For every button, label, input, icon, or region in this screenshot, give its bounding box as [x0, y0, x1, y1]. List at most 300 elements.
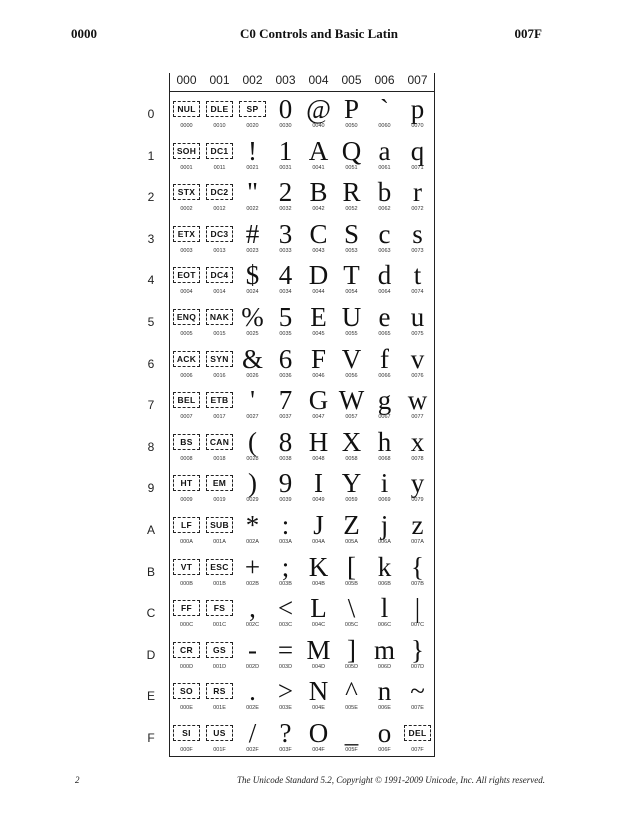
row-header: C — [146, 606, 156, 621]
code-point: 0075 — [411, 331, 424, 337]
control-abbreviation: DC2 — [206, 184, 233, 200]
chart-cell — [368, 301, 401, 343]
row-header: 2 — [147, 190, 155, 205]
chart-cell — [236, 675, 269, 717]
control-abbreviation: ACK — [173, 351, 200, 367]
column-header: 001 — [209, 73, 230, 87]
character-glyph: 3 — [278, 218, 293, 249]
code-point: 004F — [312, 747, 325, 753]
code-point: 0019 — [213, 497, 226, 504]
character-glyph: j — [380, 510, 389, 540]
code-point: 0063 — [378, 247, 391, 254]
code-chart-grid — [169, 73, 435, 757]
chart-cell — [302, 384, 335, 426]
chart-cell — [269, 675, 302, 717]
character-glyph: } — [411, 634, 424, 665]
control-abbreviation: SUB — [206, 517, 233, 533]
chart-cell — [236, 426, 269, 468]
chart-cell — [170, 426, 203, 468]
character-glyph: . — [249, 676, 256, 707]
character-glyph: H — [308, 426, 329, 457]
chart-cell — [401, 135, 434, 177]
code-point: 0005 — [180, 331, 193, 337]
character-glyph: X — [341, 426, 362, 457]
code-point: 0012 — [213, 206, 226, 213]
character-glyph: I — [314, 468, 323, 499]
chart-cell — [401, 93, 434, 135]
character-glyph: E — [310, 302, 327, 332]
character-glyph: ; — [281, 551, 290, 582]
code-point: 0031 — [279, 164, 292, 171]
row-header: F — [147, 731, 155, 745]
chart-cell — [203, 384, 236, 426]
chart-cell — [335, 218, 368, 260]
character-glyph: P — [343, 94, 360, 124]
control-abbreviation: SI — [173, 725, 200, 741]
chart-cell — [335, 634, 368, 676]
code-point: 0070 — [411, 123, 424, 129]
chart-cell — [302, 551, 335, 593]
character-glyph: : — [281, 510, 290, 540]
control-abbreviation: US — [206, 725, 233, 741]
chart-cell — [302, 426, 335, 468]
code-point: 0014 — [213, 289, 226, 296]
code-point: 000F — [180, 747, 193, 753]
chart-cell — [302, 176, 335, 218]
control-abbreviation: DC3 — [206, 226, 233, 242]
character-glyph: ` — [380, 94, 389, 124]
control-abbreviation: DC4 — [206, 267, 233, 283]
row-header: E — [146, 689, 155, 704]
chart-cell — [203, 592, 236, 634]
character-glyph: & — [241, 343, 263, 374]
code-point: 004B — [312, 580, 325, 587]
code-point: 0033 — [279, 247, 292, 254]
code-point: 0050 — [345, 123, 358, 129]
chart-cell — [170, 259, 203, 301]
chart-cell — [368, 176, 401, 218]
code-point: 006B — [378, 580, 391, 587]
chart-cell — [335, 301, 368, 343]
chart-cell — [302, 467, 335, 509]
row-header: 7 — [147, 398, 155, 413]
code-point: 007E — [411, 705, 424, 712]
chart-cell — [401, 384, 434, 426]
code-point: 0053 — [345, 247, 358, 254]
character-glyph: k — [377, 551, 392, 582]
character-glyph: L — [310, 593, 327, 624]
chart-cell — [335, 384, 368, 426]
chart-cell — [335, 551, 368, 593]
chart-cell — [203, 426, 236, 468]
code-point: 0074 — [411, 289, 424, 296]
code-point: 0040 — [312, 123, 325, 129]
chart-cell — [269, 467, 302, 509]
code-point: 0015 — [213, 331, 226, 337]
code-point: 0034 — [279, 289, 292, 296]
control-abbreviation: LF — [173, 517, 200, 533]
code-point: 0055 — [345, 331, 358, 337]
chart-cell — [269, 592, 302, 634]
chart-cell — [302, 135, 335, 177]
character-glyph: { — [411, 551, 424, 582]
character-glyph: Y — [341, 468, 362, 499]
control-abbreviation: DC1 — [206, 143, 233, 159]
character-glyph: M — [306, 634, 331, 665]
character-glyph: 8 — [278, 426, 293, 457]
chart-cell — [302, 592, 335, 634]
chart-cell — [302, 259, 335, 301]
chart-cell — [302, 93, 335, 135]
chart-cell — [203, 551, 236, 593]
character-glyph: G — [308, 385, 329, 416]
chart-cell — [203, 93, 236, 135]
code-point: 007F — [411, 747, 424, 753]
column-header: 002 — [242, 73, 263, 87]
control-abbreviation: EOT — [173, 267, 200, 283]
character-glyph: 7 — [278, 385, 293, 416]
column-header: 006 — [374, 73, 395, 87]
code-point: 0073 — [411, 247, 424, 254]
chart-cell — [236, 467, 269, 509]
control-abbreviation: BEL — [173, 392, 200, 408]
chart-cell — [302, 634, 335, 676]
chart-cell — [368, 384, 401, 426]
code-point: 002A — [246, 539, 259, 545]
control-abbreviation: ESC — [206, 559, 233, 575]
chart-cell — [170, 301, 203, 343]
row-header: B — [146, 564, 155, 579]
column-header: 003 — [275, 73, 296, 87]
chart-cell — [368, 509, 401, 551]
chart-cell — [203, 135, 236, 177]
chart-cell — [302, 301, 335, 343]
chart-cell — [203, 467, 236, 509]
chart-cell — [335, 675, 368, 717]
code-point: 0001 — [180, 164, 193, 171]
chart-cell — [302, 675, 335, 717]
page-number: 2 — [75, 775, 80, 785]
chart-cell — [203, 634, 236, 676]
code-point: 0077 — [411, 414, 424, 421]
chart-cell — [269, 93, 302, 135]
chart-cell — [269, 634, 302, 676]
code-point: 005D — [344, 663, 359, 670]
code-point: 003A — [279, 539, 292, 545]
chart-cell — [269, 384, 302, 426]
code-point: 0061 — [378, 164, 391, 171]
chart-cell — [203, 301, 236, 343]
character-glyph: \ — [347, 593, 356, 624]
code-point: 007A — [411, 539, 424, 545]
chart-cell — [170, 509, 203, 551]
row-header: D — [146, 647, 156, 662]
chart-cell — [335, 467, 368, 509]
character-glyph: S — [343, 218, 360, 249]
page-title: C0 Controls and Basic Latin — [240, 26, 398, 41]
chart-cell — [203, 176, 236, 218]
character-glyph: 0 — [278, 94, 293, 124]
chart-cell — [401, 634, 434, 676]
code-point: 0000 — [180, 123, 193, 129]
code-point: 0007 — [180, 414, 193, 421]
code-point: 0026 — [246, 372, 259, 379]
row-header: 4 — [147, 273, 155, 288]
chart-cell — [368, 426, 401, 468]
chart-cell — [236, 592, 269, 634]
chart-cell — [401, 551, 434, 593]
chart-cell — [170, 592, 203, 634]
chart-cell — [335, 176, 368, 218]
code-point: 0060 — [378, 123, 391, 129]
chart-cell — [401, 218, 434, 260]
chart-cell — [236, 509, 269, 551]
character-glyph: a — [378, 135, 391, 166]
chart-cell — [401, 675, 434, 717]
character-glyph: W — [338, 385, 365, 416]
chart-cell — [236, 218, 269, 260]
character-glyph: ? — [279, 718, 292, 748]
code-point: 0017 — [213, 414, 226, 421]
header-rule — [170, 91, 434, 92]
chart-cell — [335, 343, 368, 385]
chart-cell — [170, 675, 203, 717]
chart-cell — [368, 343, 401, 385]
code-point: 003C — [278, 622, 293, 629]
code-point: 0068 — [378, 455, 391, 462]
control-abbreviation: STX — [173, 184, 200, 200]
code-point: 0064 — [378, 289, 391, 296]
column-header: 007 — [407, 73, 428, 87]
character-glyph: ^ — [345, 676, 358, 707]
row-header: 0 — [147, 107, 155, 121]
chart-cell — [401, 592, 434, 634]
range-start: 0000 — [71, 26, 97, 41]
chart-cell — [269, 176, 302, 218]
code-point: 0038 — [279, 455, 292, 462]
code-point: 0079 — [411, 497, 424, 504]
control-abbreviation: BS — [173, 434, 200, 450]
character-glyph: J — [313, 510, 324, 540]
chart-cell — [269, 218, 302, 260]
code-point: 0042 — [312, 206, 325, 213]
control-abbreviation: SO — [173, 683, 200, 699]
code-point: 0051 — [345, 164, 358, 171]
chart-cell — [368, 93, 401, 135]
chart-cell — [170, 93, 203, 135]
code-point: 0049 — [312, 497, 325, 504]
control-abbreviation: CR — [173, 642, 200, 658]
code-point: 0052 — [345, 206, 358, 213]
character-glyph: t — [413, 260, 422, 291]
control-abbreviation: SOH — [173, 143, 200, 159]
code-point: 007B — [411, 580, 424, 587]
chart-cell — [269, 426, 302, 468]
character-glyph: - — [248, 634, 257, 665]
code-point: 0044 — [312, 289, 325, 296]
code-point: 0006 — [180, 372, 193, 379]
chart-cell — [302, 509, 335, 551]
character-glyph: s — [412, 218, 423, 249]
row-header: A — [146, 523, 155, 537]
character-glyph: > — [277, 676, 294, 707]
code-point: 001E — [213, 705, 226, 712]
code-point: 0072 — [411, 206, 424, 213]
code-point: 001B — [213, 580, 226, 587]
code-point: 0047 — [312, 414, 325, 421]
code-point: 006A — [378, 539, 391, 545]
code-point: 0018 — [213, 455, 226, 462]
control-abbreviation: DLE — [206, 101, 233, 117]
control-abbreviation: DEL — [404, 725, 431, 741]
code-point: 005F — [345, 747, 358, 753]
character-glyph: @ — [306, 94, 331, 124]
chart-cell — [368, 634, 401, 676]
chart-cell — [236, 384, 269, 426]
row-header: 5 — [147, 315, 155, 329]
code-point: 0062 — [378, 206, 391, 213]
chart-cell — [269, 509, 302, 551]
chart-cell — [269, 301, 302, 343]
code-point: 001F — [213, 747, 226, 753]
code-point: 0032 — [279, 206, 292, 213]
character-glyph: 5 — [278, 302, 293, 332]
character-glyph: F — [310, 343, 327, 374]
code-point: 001C — [212, 622, 227, 629]
column-header: 000 — [176, 73, 197, 87]
chart-cell — [170, 717, 203, 759]
character-glyph: = — [277, 634, 294, 665]
character-glyph: Q — [341, 135, 362, 166]
column-header: 004 — [308, 73, 329, 87]
code-point: 000D — [179, 663, 194, 670]
code-point: 002C — [245, 622, 260, 629]
character-glyph: h — [377, 426, 392, 457]
code-point: 0028 — [246, 455, 259, 462]
character-glyph: , — [249, 593, 256, 624]
code-point: 0058 — [345, 455, 358, 462]
character-glyph: r — [413, 177, 422, 208]
code-point: 0045 — [312, 331, 325, 337]
chart-cell — [170, 343, 203, 385]
code-point: 0041 — [312, 164, 325, 171]
character-glyph: R — [342, 177, 361, 208]
character-glyph: ' — [250, 385, 255, 416]
code-point: 0013 — [213, 247, 226, 254]
control-abbreviation: CAN — [206, 434, 233, 450]
character-glyph: i — [380, 468, 389, 499]
code-point: 003F — [279, 747, 292, 753]
character-glyph: q — [410, 135, 425, 166]
chart-cell — [170, 634, 203, 676]
character-glyph: v — [410, 343, 425, 374]
code-point: 0008 — [180, 455, 193, 462]
character-glyph: n — [377, 676, 392, 707]
code-point: 0010 — [213, 123, 226, 129]
code-point: 0048 — [312, 455, 325, 462]
chart-cell — [203, 717, 236, 759]
chart-cell — [368, 592, 401, 634]
character-glyph: _ — [344, 718, 359, 748]
character-glyph: 2 — [278, 177, 293, 208]
code-point: 0024 — [246, 289, 259, 296]
character-glyph: C — [309, 218, 328, 249]
code-point: 006F — [378, 747, 391, 753]
chart-cell — [269, 551, 302, 593]
character-glyph: # — [245, 218, 260, 249]
code-point: 0067 — [378, 414, 391, 421]
chart-cell — [368, 218, 401, 260]
code-point: 0025 — [246, 331, 259, 337]
chart-cell — [170, 551, 203, 593]
control-abbreviation: RS — [206, 683, 233, 699]
row-header: 8 — [147, 439, 155, 454]
code-point: 006D — [377, 663, 392, 670]
character-glyph: V — [341, 343, 362, 374]
code-point: 004A — [312, 539, 325, 545]
code-point: 0011 — [213, 164, 226, 171]
chart-cell — [236, 135, 269, 177]
character-glyph: c — [378, 218, 391, 249]
code-point: 0002 — [180, 206, 193, 213]
character-glyph: l — [380, 593, 389, 624]
code-point: 0065 — [378, 331, 391, 337]
code-point: 007D — [410, 663, 425, 670]
code-point: 001A — [213, 539, 226, 545]
character-glyph: O — [308, 718, 329, 748]
chart-cell — [236, 551, 269, 593]
code-point: 0036 — [279, 372, 292, 379]
code-point: 0016 — [213, 372, 226, 379]
chart-cell — [401, 176, 434, 218]
chart-cell — [335, 509, 368, 551]
character-glyph: T — [343, 260, 360, 291]
control-abbreviation: GS — [206, 642, 233, 658]
character-glyph: z — [411, 510, 424, 540]
control-abbreviation: ETX — [173, 226, 200, 242]
code-point: 0027 — [246, 414, 259, 421]
chart-cell — [368, 259, 401, 301]
control-abbreviation: FF — [173, 600, 200, 616]
chart-cell — [236, 176, 269, 218]
chart-cell — [368, 717, 401, 759]
character-glyph: K — [308, 551, 329, 582]
chart-cell — [170, 218, 203, 260]
character-glyph: % — [241, 302, 264, 332]
code-point: 002F — [246, 747, 259, 753]
control-abbreviation: SYN — [206, 351, 233, 367]
character-glyph: U — [341, 302, 362, 332]
chart-cell — [335, 135, 368, 177]
chart-cell — [236, 93, 269, 135]
chart-cell — [236, 343, 269, 385]
code-point: 0066 — [378, 372, 391, 379]
character-glyph: ! — [248, 135, 257, 166]
character-glyph: " — [246, 177, 259, 208]
code-point: 005E — [345, 705, 358, 712]
code-point: 002D — [245, 663, 260, 670]
character-glyph: 9 — [278, 468, 293, 499]
chart-cell — [236, 259, 269, 301]
character-glyph: 6 — [278, 343, 293, 374]
code-point: 006C — [377, 622, 392, 629]
control-abbreviation: FS — [206, 600, 233, 616]
copyright-notice: The Unicode Standard 5.2, Copyright © 1991-2009 Unicode, Inc. All rights reserved. — [237, 775, 545, 785]
code-point: 0057 — [345, 414, 358, 421]
chart-cell — [203, 675, 236, 717]
code-point: 0003 — [180, 247, 193, 254]
character-glyph: ( — [248, 426, 257, 457]
